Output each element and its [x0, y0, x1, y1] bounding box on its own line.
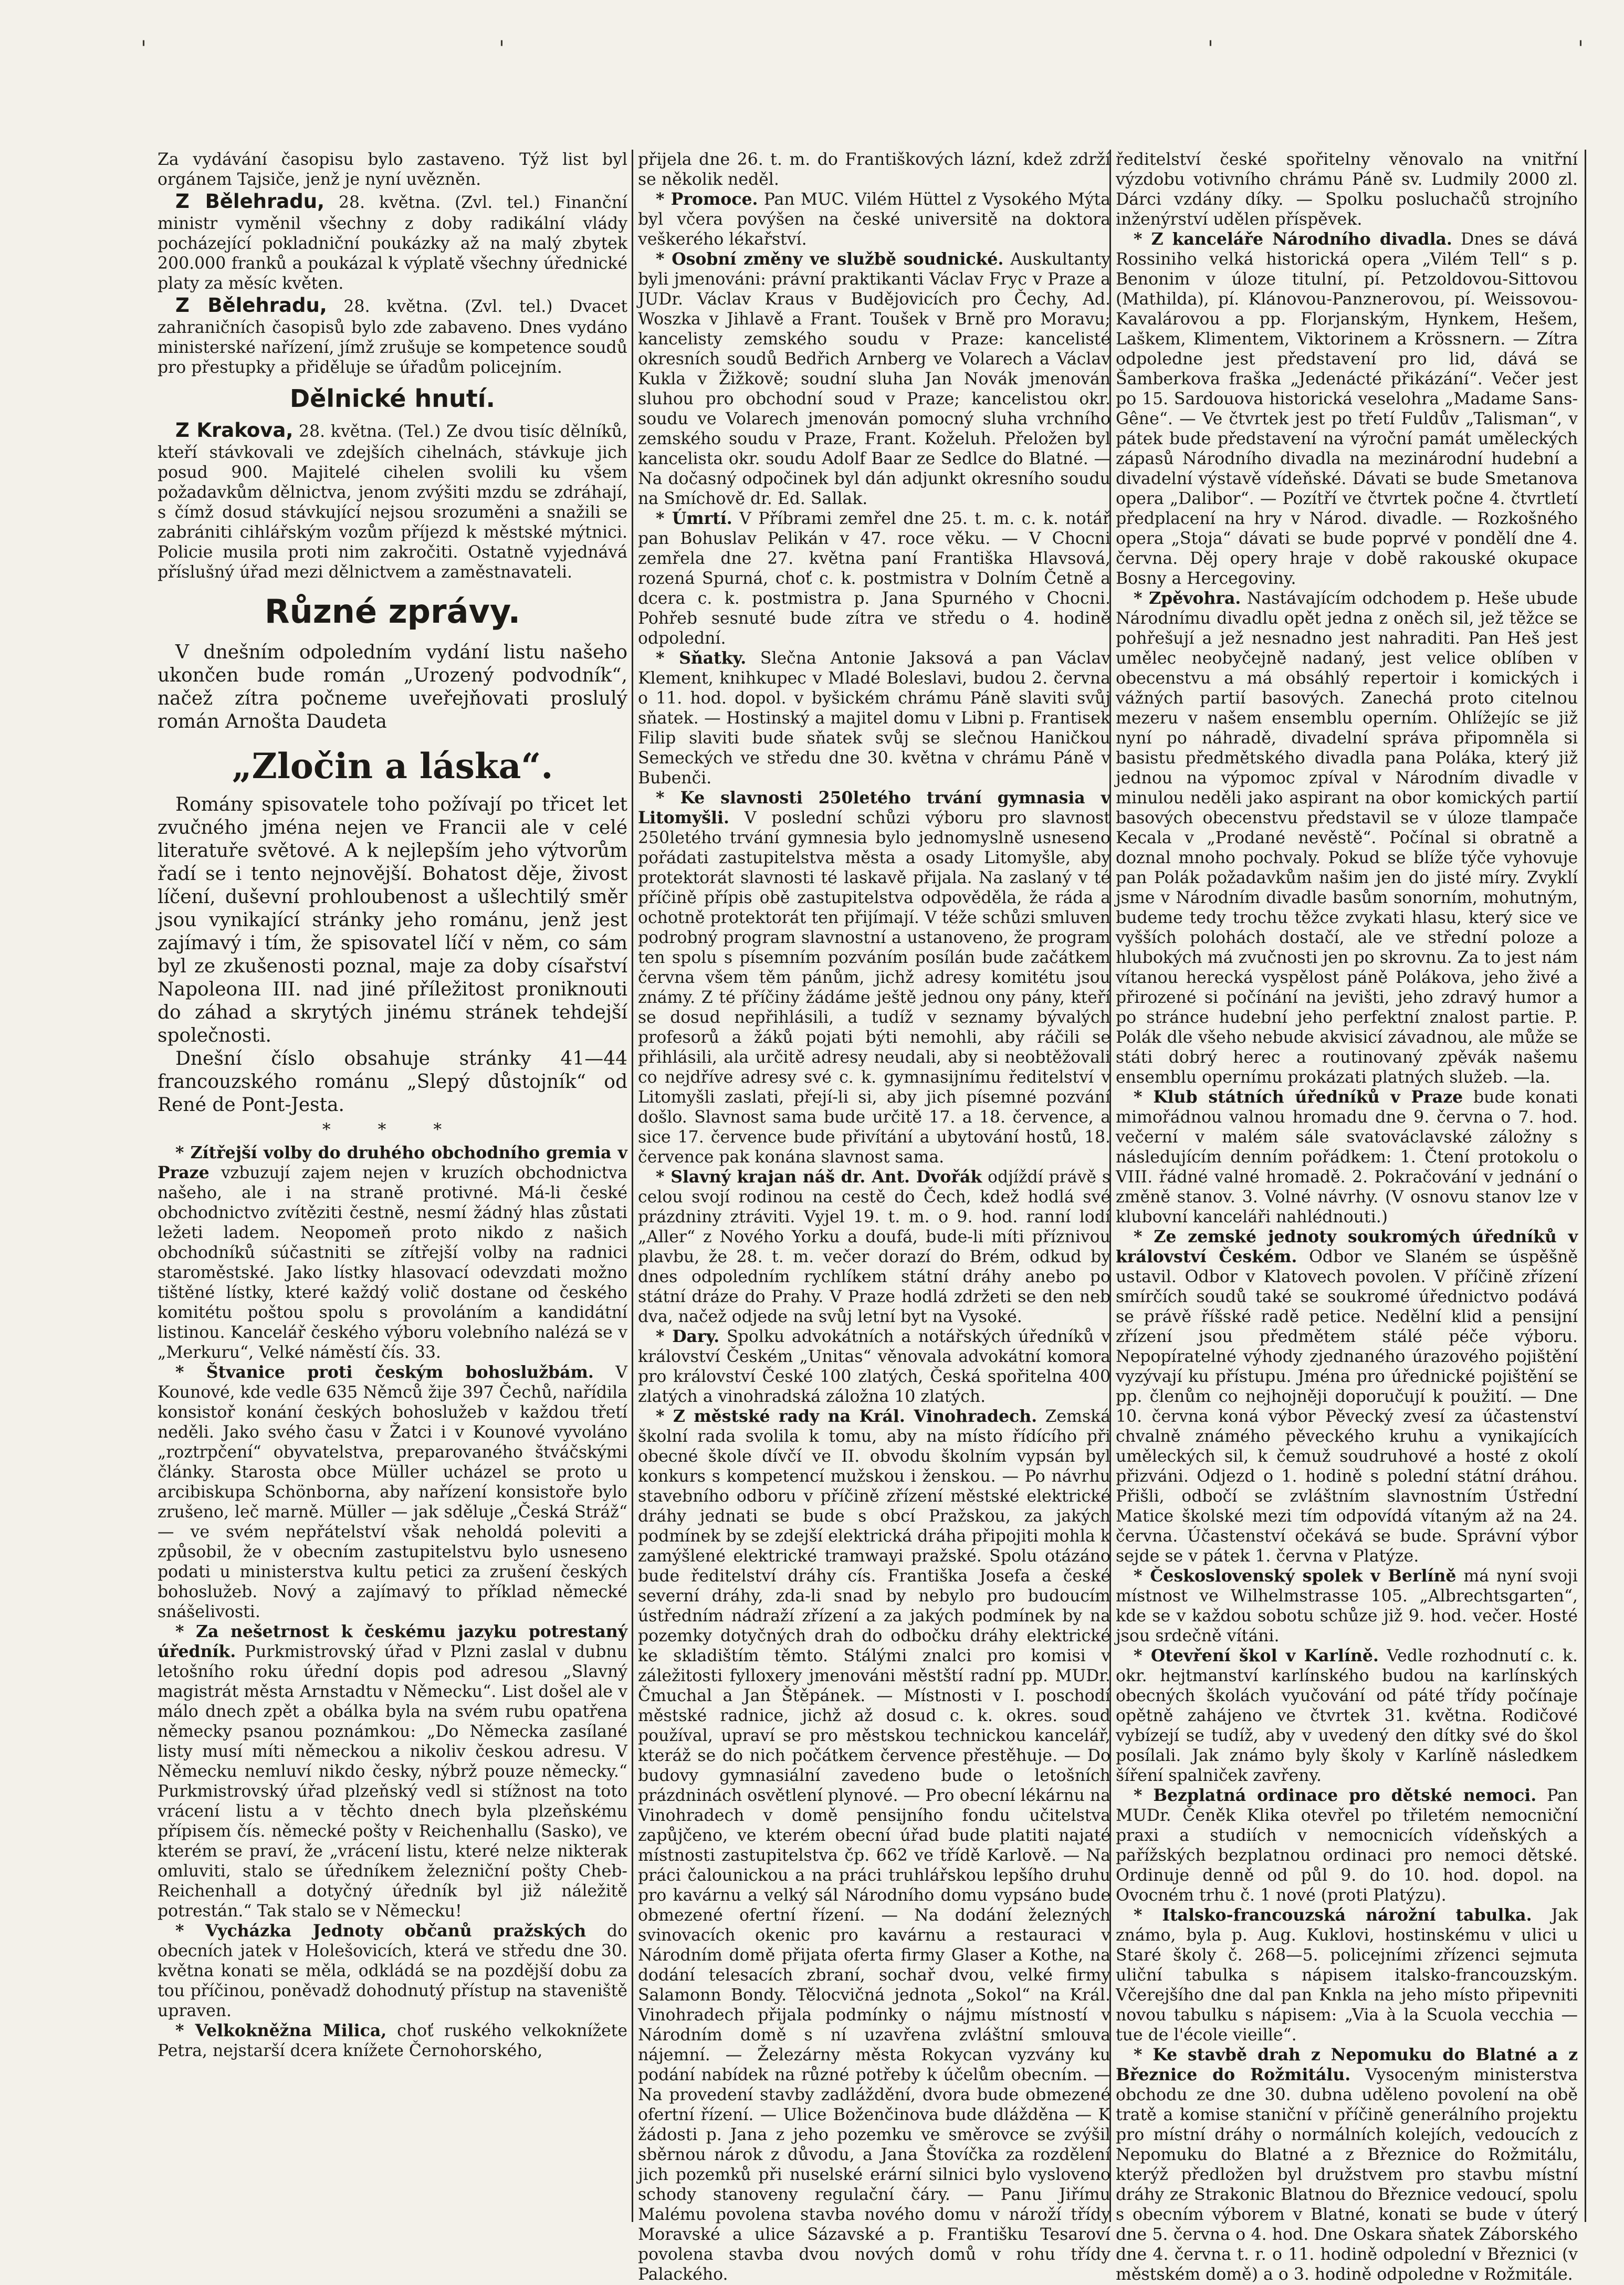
novel-announcement: V dnešním odpoledním vydání listu našeho ukončen bude román „Urozený podvodník“, načež zítra počneme uveřejňovati proslulý román Arnošta Daudeta — [158, 642, 627, 732]
paragraph: Za vydávání časopisu bylo zastaveno. Týž list byl orgánem Tajsiče, jenž je nyní uvězněn. — [158, 150, 627, 189]
news-item — [1116, 2045, 1578, 2284]
news-item — [1116, 1786, 1578, 1905]
news-item — [638, 648, 1110, 788]
news-item — [1116, 589, 1578, 1087]
news-item-lead: * Bezplatná ordinace pro dětské nemoci. — [1134, 1786, 1537, 1805]
news-item-body: V poslední schůzi výboru pro slavnost 250letého trvání gymnesia bylo jednomyslně usneseno pořádati zastupitelstva města a osady Litomyšle, aby protektorát slavnosti té laskavě přijala. Na zaslaný v té příčině přípis obě zastupitelstva odpověděla, že ráda a ochotně protektorát ten přijímají. V téže schůzi smluven podrobný program slavnostní a ustanoveno, že program ten spolu s písemním pozváním posílán bude začátkem června všem těm pánům, jichž adresy komitétu jsou známy. Z té příčiny žádáme ještě jednou ony pány, kteří se dosud nepřihlásili, a tudíž v seznamy bývalých profesorů a žáků pojati býti nemohli, aby ráčili se přihlásili, ala určitě adresy neudali, aby si neobtěžovali co nejdříve adresy své c. k. gymnasijnímu ředitelství v Litomyšli zaslati, přejí-li si, aby jich písemné pozvání došlo. Slavnost sama bude určitě 17. a 18. července, a sice 17. července bude přivítání a ubytování hostů, 18. července pak konána slavnost sama. — [638, 809, 1111, 1167]
news-item-body: Auskultanty byli jmenováni: právní praktikanti Václav Fryc v Praze a JUDr. Václav Kraus v Budějovicích pro Čechy, Ad. Woszka v Jihlavě a Frant. Toušek v Brně pro Moravu; kancelisty zemského soudu v Praze: kancelisté okresních soudů Bedřich Arnberg ve Volarech a Václav Kukla v Žižkově; soudní sluha Jan Novák jmenován sluhou pro obchodní soud v Praze; kancelistou okr. soudu ve Volarech jmenován pomocný sluha vrchního zemského soudu v Praze, Frant. Koželuh. Přeložen byl kancelista okr. soudu Adolf Baar ze Sedlce do Blatné. — Na dočasný odpočinek byl dán adjunkt okresního soudu na Smíchově dr. Ed. Sallak. — [638, 250, 1110, 508]
scan-mark: ' — [141, 37, 146, 61]
news-item-lead: Z Bělehradu, — [175, 294, 327, 317]
news-item-body: do obecních jatek v Holešovicích, která ve středu dne 30. května konati se měla, odkládá se na pozdější dobu za tou příčinou, poněvadž dohodnutý přístup na staveniště upraven. — [158, 1922, 627, 2020]
news-item — [1116, 1566, 1578, 1646]
news-item-body: Slečna Antonie Jaksová a pan Václav Klement, knihkupec v Mladé Boleslavi, budou 2. června o 11. hod. dopol. v byšickém chrámu Páně slaviti svůj sňatek. — Hostinský a majitel domu v Libni p. Frantisek Filip slaviti bude sňatek svůj se slečnou Haničkou Semeckých ve středu dne 30. května v chrámu Páně v Bubenči. — [638, 649, 1111, 788]
section-heading-labor: Dělnické hnutí. — [290, 384, 495, 413]
news-item-body: Pan MUC. Vilém Hüttel z Vysokého Mýta byl včera povýšen na české universitě na doktora veškerého lékařství. — [638, 190, 1110, 249]
news-item — [1116, 1905, 1578, 2045]
news-item-lead: * Za nešetrnost k českému jazyku potrestaný úředník. — [158, 1622, 627, 1661]
news-item — [158, 2021, 627, 2061]
novel-description: Romány spisovatele toho požívají po třicet let zvučného jména nejen ve Francii ale v celé literatuře světové. A k nejlepším jeho výtvorům řadí se i tento nejnovější. Bohatost děje, živost líčení, duševní prohloubenost a ušlechtilý směr jsou vynikající stránky jeho románu, jenž jest zajímavý i tím, že spisovatel líčí v něm, co sám byl ze zkušenosti poznal, maje za doby císařství Napoleona III. nad jiné příležitost proniknouti do záhad a skrytých jinému stránek tehdejší společnosti. — [158, 794, 627, 1046]
news-item — [158, 1362, 627, 1622]
news-item-body: Purkmistrovský úřad v Plzni zaslal v dubnu letošního roku úřední dopis pod adresou „Slavný magistrát města Arnstadtu v Německu“. List došel ale v málo dnech zpět a obálka byla na svém rubu opatřena německy psanou poznámkou: „Do Německa zasílané listy musí míti německou a nikoliv českou adresu. V Německu nemluví nikdo česky, nýbrž pouze německy.“ Purkmistrovský úřad plzeňský vedl si stížnost na toto vrácení listu a v těchto dnech byla plzeňskému přípisem čís. německé pošty v Reichenhallu (Sasko), ve kterém se praví, že „vrácení listu, které nelze nikterak omluviti, stalo se úředníkem železniční pošty Cheb-Reichenhall a dotyčný úředník byl již náležitě potrestán.“ Tak stalo se v Německu! — [158, 1642, 628, 1921]
news-item-lead: * Z kanceláře Národního divadla. — [1134, 229, 1452, 249]
news-item — [158, 1622, 627, 1921]
section-heading-misc: Různé zprávy. — [264, 592, 521, 631]
news-item-body: Pan MUDr. Čeněk Klika otevřel po třiletém nemocniční praxi a studiích v nemocnicích vídeňských a pařížských bezplatnou ordinaci pro nemoci dětské. Ordinuje denně od půl 9. do 10. hod. dopol. na Ovocném trhu č. 1 nové (proti Platýzu). — [1116, 1786, 1578, 1905]
news-item — [1116, 1087, 1578, 1227]
news-item-body: 28. května. (Zvl. tel.) Dvacet zahraničních časopisů bylo zde zabaveno. Dnes vydáno ministerské nařízení, jímž zrušuje se kompetence soudů pro přestupky a přiděluje se úřadům policejním. — [158, 297, 627, 377]
news-item — [638, 249, 1110, 509]
news-item — [638, 190, 1110, 249]
news-item-lead: * Otevření škol v Karlíně. — [1134, 1646, 1379, 1665]
scan-mark: ' — [1578, 37, 1584, 61]
column-rule — [1585, 150, 1586, 2222]
news-item — [638, 1327, 1110, 1407]
news-item — [158, 190, 627, 294]
news-item-body: Nastávajícím odchodem p. Heše ubude Národnímu divadlu opět jedna z oněch sil, jež těžce se pohřešují a jež nesnadno jest nahraditi. Pan Heš jest umělec neobyčejně nadaný, jest velice oblíben v obecenstvu a má obsáhlý repertoir i komických i vážných partií basových. Zanechá proto citelnou mezeru v našem ensemblu operním. Ohlížejíc se již nyní po náhradě, divadelní správa připomněla si basistu předmětského divadla pana Poláka, který již jednou na výpomoc zpíval v Národním divadle v minulou neděli jako aspirant na obor komických partií basových obecenstvu představil se v úloze tlampače Kecala v „Prodané nevěstě“. Počínal si obratně a doznal mnoho pochvaly. Pokud se blíže týče vyhovuje pan Polák požadavkům našim jen do jisté míry. Zvyklí jsme v Národním divadle basům sonorním, mohutným, budeme tedy trochu těžce zvykati hlasu, který sice ve vyšších polohách dostačí, ale ve střední poloze a hlubokých má zvučnosti jen po skrovnu. Za to jest nám vítanou herecká vyspělost páně Polákova, jeho živé a přirozené si počínání na jevišti, jeho zdravý humor a po stránce hudební jeho perfektní znalost partie. P. Polák dle všeho nebude akvisicí závadnou, ale může se státi dobrý herec a routinovaný zpěvák našemu ensemblu opernímu prokázati platných služeb. —la. — [1116, 589, 1578, 1087]
separator: * * * — [322, 1120, 463, 1139]
scan-mark: ' — [499, 37, 505, 61]
news-item-lead: * Klub státních úředníků v Praze — [1134, 1087, 1463, 1107]
news-item-body: 28. května. (Tel.) Ze dvou tisíc dělníků, kteří stávkovali ve zdejších cihelnách, stávkuje jich posud 900. Majitelé cihelen svolili ku všem požadavkům dělnictva, jenom zvýšiti mzdu se zdráhají, s čímž dosud stávkující nejsou srozuměni a snažili se zabrániti cihlářským vozům příjezd k městské mýtnici. Policie musila proti nim zakročiti. Ostatně vyjednává příslušný úřad mezi dělnictvem a zaměstnavateli. — [158, 422, 628, 582]
news-item-lead: * Zítřejší volby do druhého obchodního gremia v Praze — [158, 1143, 627, 1182]
news-item — [158, 294, 627, 378]
news-item-lead: * Ke stavbě drah z Nepomuku do Blatné a z Březnice do Rožmitálu. — [1116, 2045, 1578, 2084]
news-item-body: odjíždí právě s celou svojí rodinou na cestě do Čech, kdež hodlá své prázdniny ztráviti. Vyjel 19. t. m. o 9. hod. ranní lodí „Aller“ z Nového Yorku a doufá, bude-li míti příznivou plavbu, že 28. t. m. večer dorazí do Brém, odkud by dnes odpoledním rychlíkem státní dráhy anebo po státní dráze do Prahy. V Praze hodlá zdržeti se den neb dva, načež odjede na svůj letní byt na Vysoké. — [638, 1168, 1110, 1326]
news-item — [638, 1167, 1110, 1327]
news-item-lead: * Vycházka Jednoty občanů pražských — [175, 1921, 586, 1941]
news-item-lead: * Štvanice proti českým bohoslužbám. — [175, 1362, 594, 1382]
column-rule — [632, 150, 633, 2222]
news-item — [1116, 1227, 1578, 1566]
news-item — [158, 418, 627, 582]
news-item-lead: * Dary. — [656, 1327, 720, 1346]
news-item-body: Vysoceným ministerstva obchodu ze dne 30. dubna uděleno povolení na obě tratě a komise staniční v příčině generálního projektu pro místní dráhy o normálních kolejích, vedoucích z Nepomuku do Blatné a z Březnice do Rožmitálu, kterýž předložen byl družstvem pro stavbu místní dráhy ze Strakonic Blatnou do Březnice vedoucí, spolu s obecním výborem v Blatné, konati se bude v úterý dne 5. června o 4. hod. Dne Oskara sňatek Záborského dne 4. června t. r. o 11. hodině odpolední v Březnici (v městském domě) a o 3. hodině odpoledne v Rožmitále. — [1116, 2066, 1578, 2284]
news-item — [638, 788, 1110, 1167]
news-item-body: choť ruského velkoknížete Petra, nejstarší dcera knížete Černohorského, — [158, 2021, 628, 2060]
news-item-lead: * Úmrtí. — [656, 509, 732, 528]
scan-mark: ' — [1208, 37, 1213, 61]
news-item-body: V Kounové, kde vedle 635 Němců žije 397 Čechů, nařídila konsistoř konání českých bohoslužeb v každou třetí neděli. Jako svého času v Žatci i v Kounové vyvoláno „roztrpčení“ obyvatelstva, preparovaného štváčskými články. Starosta obce Müller ucházel se proto u arcibiskupa Schönborna, aby nařízení konsistoře bylo zrušeno, leč marně. Müller — jak sděluje „Česká Stráž“ — ve svém nepřátelství však neholdá poleviti a způsobil, že v obecním zastupitelstvu bylo usneseno podati u ministerstva kultu petici za zrušení českých bohoslužeb. Nový a zajímavý to příklad německé snášelivosti. — [158, 1363, 627, 1621]
news-item-lead: * Ke slavnosti 250letého trvání gymnasia v Litomyšli. — [638, 788, 1110, 827]
news-item-body: V Příbrami zemřel dne 25. t. m. c. k. notář pan Bohuslav Pelikán v 47. roce věku. — V Chocni zemřela dne 27. května paní Františka Hlavsová, rozená Spurná, choť c. k. postmistra v Dolním Četně a dcera c. k. postmistra p. Jana Spurného v Chocni. Pohřeb sesnuté bude zítra ve středu o 4. hodině odpolední. — [638, 509, 1110, 648]
news-item-body: Jak známo, byla p. Aug. Kuklovi, hostinskému v ulici u Staré školy č. 268—5. policejními zřízenci sejmuta uliční tabulka s nápisem italsko-francouzským. Včerejšího dne dal pan Knkla na jeho místo připevniti novou tabulku s nápisem: „Via à la Scuola vecchia — tue de l'école vieille“. — [1116, 1906, 1578, 2045]
news-item — [1116, 1646, 1578, 1786]
news-item — [158, 1143, 627, 1362]
news-item-lead: * Promoce. — [656, 190, 758, 209]
column-middle — [638, 150, 1111, 2284]
news-item-body: 28. května. (Zvl. tel.) Finanční ministr vyměnil všechny z doby radikální vlády pocházející pokladniční poukázky až na malý zbytek 200.000 franků a poukázal k výplatě všechny úřednické platy za měsíc květen. — [158, 193, 627, 293]
news-item-body: Spolku advokátních a notářských úředníků v království Českém „Unitas“ věnovala advokátní komora pro království České 100 zlatých, Česká spořitelna 400 zlatých a vinohradská záložna 10 zlatých. — [638, 1327, 1111, 1406]
news-item-lead: * Zpěvohra. — [1134, 589, 1241, 608]
paragraph: ředitelství české spořitelny věnovalo na vnitřní výzdobu votivního chrámu Páně sv. Ludmily 2000 zl. Dárci vzdány díky. — Spolku posluchačů strojního inženýrství udělen příspěvek. — [1116, 150, 1578, 229]
column-right — [1116, 150, 1578, 2284]
novel-title: „Zločin a láska“. — [232, 746, 553, 787]
news-item — [638, 1407, 1110, 2284]
news-item-body: Dnes se dává Rossiniho velká historická opera „Vilém Tell“ s p. Benonim v úloze titulní, pí. Petzoldovou-Sittovou (Mathilda), pí. Klánovou-Panznerovou, pí. Weissovou-Kavalárovou a pp. Florjanským, Hynkem, Hešem, Laškem, Klimentem, Viktorinem a Krössnern. — Zítra odpoledne jest představení pro lid, dává se Šamberkova fraška „Jedenácté přikázání“. Večer jest po 15. Sardouova historická veselohra „Madame Sans-Gêne“. — Ve čtvrtek jest po třetí Fuldův „Talisman“, v pátek bude představení na výroční památ uměleckých zápasů Národního divadla na mezinárodní hudební a divadelní výstavě vídeňské. Dávati se bude Smetanova opera „Dalibor“. — Pozítří ve čtvrtek počne 4. čtvrtletí předplacení na hry v Národ. divadle. — Rozkošného opera „Stoja“ dávati se bude poprvé v pondělí dne 4. června. Děj opery hraje v době rakouské okupace Bosny a Hercegoviny. — [1116, 230, 1578, 588]
news-item-lead: * Československý spolek v Berlíně — [1134, 1566, 1457, 1586]
news-item-body: Vedle rozhodnutí c. k. okr. hejtmanství karlínského budou na karlínských obecných školách vyučování od páté třídy počínaje opětně zahájeno ve čtvrtek 31. května. Rodičové vybízejí se tudíž, aby v uvedený den dítky své do škol posílali. Jak známo byly školy v Karlíně následkem šíření spalniček zavřeny. — [1116, 1647, 1578, 1785]
news-item-lead: * Osobní změny ve službě soudnické. — [656, 249, 1004, 269]
news-item-lead: * Z městské rady na Král. Vinohradech. — [656, 1407, 1038, 1426]
news-item — [158, 1921, 627, 2021]
news-item-lead: * Slavný krajan náš dr. Ant. Dvořák — [656, 1167, 982, 1187]
news-item-body: vzbuzují zajem nejen v kruzích obchodnictva našeho, ale i na straně protivné. Má-li české obchodnictvo zvítěziti čestně, nesmí žádný hlas zůstati ležeti ladem. Neopomeň proto nikdo z našich obchodníků súčastniti se zítřejší volby na radnici staroměstské. Jako lístky hlasovací odevzdati možno tištěné lístky, které každý volič dostane od českého komitétu poštou spolu s provoláním a kandidátní listinou. Kancelář českého výboru volebního nalézá se v „Merkuru“, Velké náměstí čís. 33. — [158, 1164, 627, 1362]
news-item-lead: Z Bělehradu, — [175, 190, 325, 213]
news-item-lead: * Sňatky. — [656, 648, 747, 668]
column-left — [158, 150, 627, 2222]
news-item-lead: * Italsko-francouzská nárožní tabulka. — [1134, 1905, 1532, 1925]
news-item-body: má nyní svoji místnost ve Wilhelmstrasse 105. „Albrechtsgarten“, kde se v každou sobotu schůze již 9. hod. večer. Hosté jsou srdečně vítáni. — [1116, 1567, 1578, 1645]
news-item-lead: * Velkokněžna Milica, — [175, 2021, 387, 2040]
news-item-lead: * Ze zemské jednoty soukromých úředníků v království Českém. — [1116, 1227, 1578, 1266]
news-item-body: Odbor ve Slaném se úspěšně ustavil. Odbor v Klatovech povolen. V příčině zřízení smírčích soudů také se soukromé úřednictvo podává se právě říšské radě petice. Nedělní klid a pensijní zřízení jsou předmětem stálé péče výboru. Nepopíratelné výhody zjednaného úrazového pojištění vyzývají ku přístupu. Jména pro úřednické pojištění se pp. členům co nejhojněji doporučují k použití. — Dne 10. června koná výbor Pěvecký zvesí za účastenství chvalně známého pěveckého kruhu a vynikajících uměleckých sil, k čemuž soudruhové a hosté z okolí přizváni. Odjezd o 1. hodině s polední státní dráhou. Přišli, odbočí se zvláštním slavnostním Ústřední Matice školské mezi tím odpovídá vítaným až na 24. června. Účastenství očekává se bude. Správní výbor sejde se v pátek 1. června v Platýze. — [1116, 1248, 1578, 1566]
paragraph: přijela dne 26. t. m. do Františkových lázní, kdež zdrží se několik neděl. — [638, 150, 1110, 189]
novel-supplement-note: Dnešní číslo obsahuje stránky 41—44 francouzského románu „Slepý důstojník“ od René de Pont-Jesta. — [158, 1048, 627, 1116]
news-item — [638, 509, 1110, 648]
news-item-lead: Z Krakova, — [175, 419, 294, 442]
news-item — [1116, 229, 1578, 589]
news-item-body: Zemská školní rada svolila k tomu, aby na místo řídícího při obecné škole dívčí ve II. obvodu školním vypsán byl konkurs s kompetencí mužskou i ženskou. — Po návrhu stavebního odboru v příčině zřízení městské elektrické dráhy jednati se bude s obcí Pražskou, za jakých podmínek by se zdejší elektrická dráha připojiti mohla k zamýšlené elektrické tramwayi pražské. Spolu otázáno bude ředitelství dráhy cís. Františka Josefa a české severní dráhy, zda-li snad by nebylo pro budoucím ústředním nádraží zřízení a za jakých podmínek by na pozemky dotyčných drah do odbočku dráhy elektrické ke skladištím těmto. Stálými znalci pro komisi v záležitosti fylloxery jmenováni městští radní pp. MUDr. Čmuchal a Jan Štěpánek. — Místnosti v I. poschodí městské radnice, jichž až dosud c. k. okres. soud používal, upraví se pro městskou technickou kancelář, kteráž se do nich počátkem července přestěhuje. — Do budovy gymnasiální zavedeno bude o letošních prázdninách osvětlení plynové. — Pro obecní lékárnu na Vinohradech v domě pensijního fondu učitelstva zapůjčeno, ve kterém obecní úřad bude platiti najaté místnosti zastupitelstva čp. 662 ve třídě Karlově. — Na práci čalounickou a na práci truhlářskou lepšího druhu pro kavárnu a velký sál Národního domu vypsáno bude obmezené ofertní řízení. — Na dodání železných svinovacích okenic pro kavárnu a restauraci v Národním domě přijata oferta firmy Glaser a Kothe, na dodání telesacích zbraní, sochař dvou, velké firmy Salamonn Bondy. Tělocvičná jednota „Sokol“ na Král. Vinohradech přijala podmínky o nájmu místností v Národním domě s ní uzavřena zvláštní smlouva nájemní. — Železárny města Rokycan vyzvány ku podání nabídek na různé potřeby k účelům obecním. — Na provedení stavby zadláždění, dvora bude obmezené ofertní řízení. — Ulice Boženčinova bude dlážděna — K žádosti p. Jana z jeho pozemku ve směrovce se zvýšil sběrnou nárok z důvodu, a Jana Štovíčka za rozdělení jich pozemků při nuselské erární silnici bylo vysloveno schody stanoveny regulační čáry. — Panu Jiřímu Malému povolena stavba nového domu v nároží třídy Moravské a ulice Sázavské a p. Františku Tesaroví povolena stavba dvou nových domů v rohu třídy Palackého. — [638, 1407, 1110, 2284]
news-item-body: bude konati mimořádnou valnou hromadu dne 9. června o 7. hod. večerní v malém sále svatováclavské záložny s následujícím denním pořádkem: 1. Čtení protokolu o VIII. řádné valné hromadě. 2. Pokračování v jednání o změně stanov. 3. Volné návrhy. (V osnovu stanov lze v klubovní kanceláři nahlédnouti.) — [1116, 1088, 1578, 1227]
